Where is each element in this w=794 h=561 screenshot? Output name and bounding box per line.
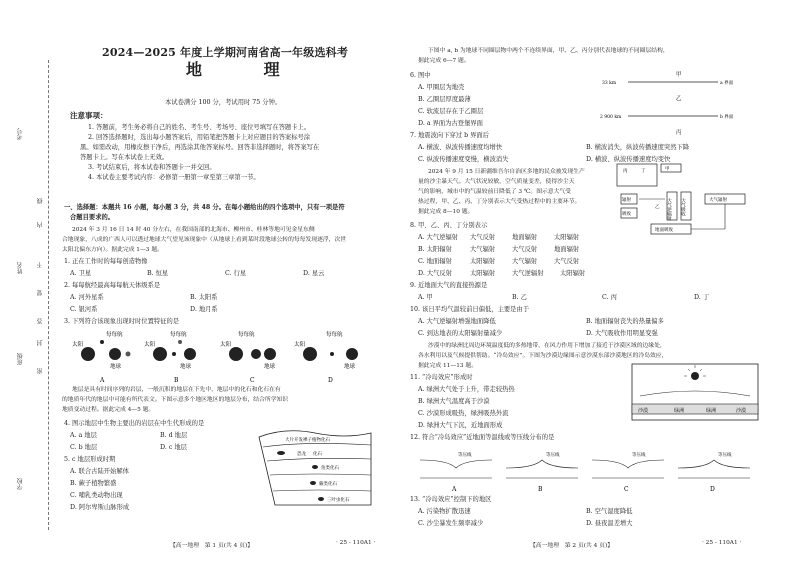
option: D. 地月系 bbox=[190, 306, 218, 313]
margin-seal-char: 不 bbox=[37, 262, 44, 268]
margin-seal-char: 封 bbox=[37, 340, 44, 346]
option: B. 太阳辐射 bbox=[418, 246, 452, 253]
passage-line: 据此完成 6—7 题。 bbox=[418, 58, 470, 64]
moon-icon bbox=[172, 352, 176, 356]
svg-text:每每航: 每每航 bbox=[170, 332, 187, 338]
svg-text:大片开发裸子植物化石: 大片开发裸子植物化石 bbox=[285, 438, 330, 443]
option-b-diagram bbox=[144, 330, 196, 370]
note-line: 答题卡上。写在本试卷上无效。 bbox=[80, 154, 169, 161]
svg-text:大气辐射: 大气辐射 bbox=[709, 198, 727, 203]
option: B. 太阳系 bbox=[190, 294, 218, 301]
svg-text:蕨类化石: 蕨类化石 bbox=[319, 482, 337, 487]
svg-text:b 界面: b 界面 bbox=[720, 115, 734, 120]
sun-icon bbox=[691, 372, 699, 380]
note-line: 1. 答题前，考生务必将自己的姓名、考生号、考场号、座位号填写在答题卡上。 bbox=[88, 124, 311, 131]
passage-line: 气的影响，城市中的气温较前日降低了 3 ℃。图示意大气受 bbox=[418, 189, 571, 195]
option: B. 地面辐射丧失的热量偏多 bbox=[586, 318, 664, 325]
svg-text:绿洲: 绿洲 bbox=[706, 408, 717, 414]
passage-line: 2024 年 9 月 15 日新疆维吾尔自治区多地的民众被发现生产 bbox=[428, 169, 585, 175]
svg-text:C: C bbox=[624, 486, 629, 493]
svg-text:化石: 化石 bbox=[313, 452, 322, 457]
option-cell: 大气反射 bbox=[554, 258, 580, 265]
option-c-isoline bbox=[592, 451, 664, 478]
option-cell: 太阳辐射 bbox=[470, 258, 496, 265]
option: D. 大气吸收作用明显变强 bbox=[586, 330, 658, 337]
margin-label-name: 姓名 bbox=[17, 262, 24, 274]
oasis-figure bbox=[630, 362, 760, 422]
earth-icon bbox=[346, 348, 358, 360]
option-a-diagram bbox=[72, 330, 131, 370]
q12-isoline-figure bbox=[418, 446, 758, 494]
page-code: · 25 - 110A1 · bbox=[702, 540, 742, 546]
option: B. 绿洲大气温度高于沙漠 bbox=[418, 398, 490, 405]
svg-text:大气逆辐射: 大气逆辐射 bbox=[666, 198, 672, 221]
svg-text:B: B bbox=[174, 377, 179, 384]
option: D. c 地层 bbox=[160, 444, 187, 451]
svg-text:丙: 丙 bbox=[623, 169, 628, 174]
option-d-isoline bbox=[678, 451, 750, 478]
svg-text:三叶虫化石: 三叶虫化石 bbox=[327, 498, 350, 503]
option: A. 河外星系 bbox=[70, 294, 104, 301]
option: D. 昼夜温差增大 bbox=[586, 520, 633, 527]
svg-text:鱼类化石: 鱼类化石 bbox=[321, 466, 339, 471]
passage-line: 量的沙尘暴天气。大气状况较敏，空气质量变差，使得沙尘天 bbox=[418, 179, 575, 185]
passage-line: 据此完成 11—13 题。 bbox=[418, 363, 478, 369]
svg-text:2 900 km: 2 900 km bbox=[600, 115, 622, 120]
option: D. 星云 bbox=[303, 270, 325, 277]
section-heading: 一、选择题：本题共 16 小题，每小题 3 分，共 48 分。在每小题给出的四个选项中，只有一项是符 bbox=[64, 204, 345, 211]
svg-text:恐龙: 恐龙 bbox=[297, 452, 306, 457]
svg-text:太阳: 太阳 bbox=[72, 342, 84, 348]
option: A. 大气逆辐射 bbox=[418, 234, 459, 241]
option: B. 乙 bbox=[512, 294, 527, 301]
svg-text:地面吸收: 地面吸收 bbox=[655, 228, 673, 233]
svg-text:C: C bbox=[250, 377, 255, 384]
note-line: 2. 回答选择题时，选出每小题答案后，用铅笔把答题卡上对应题目的答案标号涂 bbox=[88, 134, 311, 141]
option: C. 沙漠形成吸热，绿洲吸热外流 bbox=[418, 410, 509, 417]
svg-text:地球: 地球 bbox=[344, 364, 356, 370]
svg-text:沙漠: 沙漠 bbox=[638, 408, 649, 414]
venus-icon bbox=[264, 348, 276, 360]
margin-label-exam-no: 考号 bbox=[17, 128, 24, 140]
notes-heading: 注意事项： bbox=[70, 111, 108, 120]
svg-text:甲: 甲 bbox=[665, 167, 670, 172]
svg-text:等压线: 等压线 bbox=[546, 453, 560, 458]
option: A. 甲圈层为地壳 bbox=[418, 84, 465, 91]
option: B. 横波消失，纵波传播速度突然下降 bbox=[586, 144, 690, 151]
passage-line: 下图中 a, b 为地球不同圈层物中两个不连续界面，甲、乙、丙分别代表地球的不同圈层结构， bbox=[428, 48, 669, 54]
passage-line: 地质变动过程。据此完成 4—5 题。 bbox=[62, 407, 155, 413]
option: B. 恒星 bbox=[147, 270, 169, 277]
exam-info: 本试卷满分 100 分，考试用时 75 分钟。 bbox=[165, 99, 282, 106]
option: D. 丁 bbox=[694, 294, 710, 301]
question-4: 4. 图示地层中生物主要出的岩层在中生代形成的是 bbox=[64, 420, 205, 427]
strata-figure bbox=[255, 425, 375, 507]
question-3: 3. 下列符合该现象出现时时位置特征的是 bbox=[64, 318, 180, 325]
passage-line: 各水利用以及气候提供帮助。“冷岛效应”。下图为沙漠边缘图示意沙漠东部沙漠地区的冷岛效应， bbox=[418, 353, 668, 359]
option: D. a 界面为古登堡界面 bbox=[418, 120, 483, 127]
option: C. 银河系 bbox=[70, 306, 98, 313]
note-line: 4. 本试卷主要考试内容：必修第一册第一章至第三章第一节。 bbox=[88, 174, 260, 181]
option-b-isoline bbox=[506, 451, 578, 478]
option-cell: 大气逆辐射 bbox=[512, 270, 544, 277]
margin-seal-char: 线 bbox=[37, 198, 44, 204]
venus-icon bbox=[126, 352, 131, 357]
question-5: 5. c 地层形成时期 bbox=[64, 456, 116, 463]
svg-text:乙: 乙 bbox=[676, 96, 682, 102]
option: B. 蕨子植物繁盛 bbox=[70, 480, 117, 487]
option: A. 横波、纵波传播速度均增快 bbox=[418, 144, 503, 151]
option: C. 到达地表的太阳辐射量减少 bbox=[418, 330, 503, 337]
option: A. 甲 bbox=[418, 294, 433, 301]
moon-icon bbox=[100, 340, 104, 344]
option: C. 沙尘暴发生频率减少 bbox=[418, 520, 484, 527]
passage-line: 太阳北偏东方向）。据此完成 1—3 题。 bbox=[62, 247, 163, 253]
question-6: 6. 图中 bbox=[410, 72, 431, 79]
option: C. b 地层 bbox=[70, 444, 98, 451]
q3-orbit-figure bbox=[70, 328, 370, 384]
option-cell: 地面辐射 bbox=[512, 234, 538, 241]
page-code: · 25 - 110A1 · bbox=[336, 540, 376, 546]
option: D. 横波、纵波传播速度均变快 bbox=[586, 156, 671, 163]
svg-text:太阳: 太阳 bbox=[294, 342, 306, 348]
passage-line: 2024 年 3 月 16 日 14 时 40 分左右，在我国南部的北海市、柳州市、桂林等地可见金星东侧 bbox=[72, 227, 315, 233]
option: C. 软流层存在于乙圈层 bbox=[418, 108, 484, 115]
note-line: 3. 考试结束后，将本试卷和答题卡一并交回。 bbox=[88, 164, 216, 171]
svg-text:等压线: 等压线 bbox=[632, 453, 646, 458]
svg-text:地球: 地球 bbox=[110, 364, 122, 370]
option: A. 卫星 bbox=[70, 270, 92, 277]
sun-icon bbox=[303, 347, 317, 361]
question-13: 13. “冷岛效应”控制下的地区 bbox=[410, 496, 492, 503]
svg-text:每每航: 每每航 bbox=[238, 332, 255, 338]
svg-text:地球: 地球 bbox=[264, 364, 276, 370]
earth-layers-figure bbox=[600, 68, 750, 146]
margin-seal-char: 答 bbox=[37, 318, 44, 324]
option-cell: 大气辐射 bbox=[470, 246, 496, 253]
svg-text:a 界面: a 界面 bbox=[720, 81, 734, 86]
option: C. 纵波传播速度变慢，横波消失 bbox=[418, 156, 509, 163]
option-cell: 太阳辐射 bbox=[470, 270, 496, 277]
svg-text:地球: 地球 bbox=[180, 364, 192, 370]
earth-icon bbox=[109, 348, 121, 360]
margin-seal-char: 内 bbox=[37, 222, 44, 228]
option: C. 地面辐射 bbox=[418, 258, 452, 265]
question-11: 11. “冷岛效应”形成时 bbox=[410, 374, 473, 381]
exam-title: 2024—2025 年度上学期河南省高一年级选科考 bbox=[102, 46, 349, 59]
option: D. 阿尔卑斯山脉形成 bbox=[70, 504, 130, 511]
svg-text:D: D bbox=[710, 486, 715, 493]
svg-text:每每航: 每每航 bbox=[106, 332, 123, 338]
sun-icon bbox=[81, 347, 95, 361]
passage-line: 沙漠中的绿洲比周边环境温度低的多热地带，在风力作用下增加了接近于沙漠区域的边缘处， bbox=[428, 343, 666, 349]
svg-text:吸收: 吸收 bbox=[622, 212, 631, 217]
svg-text:太阳: 太阳 bbox=[220, 342, 232, 348]
svg-text:乙: 乙 bbox=[655, 205, 660, 210]
question-2: 2. 每每航经最高每每航天体级系是 bbox=[64, 282, 161, 289]
svg-text:大气吸收: 大气吸收 bbox=[680, 198, 686, 216]
svg-text:等压线: 等压线 bbox=[458, 453, 472, 458]
option-cell: 地面辐射 bbox=[554, 246, 580, 253]
question-10: 10. 该日平均气温较前日偏低，主要是由于 bbox=[410, 306, 530, 313]
svg-text:太阳: 太阳 bbox=[144, 342, 156, 348]
question-8: 8. 甲、乙、丙、丁分别表示 bbox=[410, 222, 488, 229]
option-cell: 太阳辐射 bbox=[560, 270, 586, 277]
seal-dashed-line bbox=[48, 60, 49, 530]
svg-text:丁: 丁 bbox=[641, 169, 646, 174]
sun-icon bbox=[153, 347, 167, 361]
page-footer: 【高一地理 第 1 页(共 4 页)】 bbox=[170, 543, 254, 549]
earth-icon bbox=[251, 349, 261, 359]
option-cell: 大气反射 bbox=[470, 234, 496, 241]
option-a-isoline bbox=[420, 451, 492, 478]
option-c-diagram bbox=[220, 330, 276, 370]
option: C. 行星 bbox=[225, 270, 247, 277]
svg-text:丙: 丙 bbox=[676, 130, 682, 136]
margin-label-class: 班级 bbox=[17, 353, 24, 365]
svg-text:甲: 甲 bbox=[676, 72, 682, 78]
margin-label-school: 学校 bbox=[17, 478, 24, 490]
svg-text:33 km: 33 km bbox=[602, 81, 617, 86]
option-cell: 大气反射 bbox=[512, 246, 538, 253]
svg-text:等压线: 等压线 bbox=[718, 453, 732, 458]
heat-process-figure bbox=[615, 162, 765, 240]
svg-text:D: D bbox=[328, 377, 333, 384]
passage-line: 据此完成 8—10 题。 bbox=[418, 209, 474, 215]
option: D. 绿洲大气下沉，近地面形成 bbox=[418, 422, 503, 429]
option: A. 绿洲大气处于上升，带走较热热 bbox=[418, 386, 515, 393]
page-footer: 【高一地理 第 2 页(共 4 页)】 bbox=[530, 543, 614, 549]
earth-icon bbox=[184, 348, 196, 360]
question-9: 9. 近地面大气的直接热源是 bbox=[410, 282, 488, 289]
question-12: 12. 符合“冷岛效应”近地面等温线或等压线分布的是 bbox=[410, 434, 555, 441]
venus-icon bbox=[178, 340, 182, 344]
svg-text:绿洲: 绿洲 bbox=[674, 408, 685, 414]
passage-line: 热过程，甲、乙、丙、丁分别表示大气受热过程中的主要环节。 bbox=[418, 199, 581, 205]
svg-text:B: B bbox=[538, 486, 543, 493]
passage-line: 合地现象，八成的广西人可以透过地球大气望见该现象中（从地球上看到某时段地球公转的每每发现逐浮，次世 bbox=[62, 237, 347, 243]
option: B. 乙圈层厚度最薄 bbox=[418, 96, 471, 103]
question-7: 7. 地震波向下穿过 b 界面后 bbox=[410, 132, 490, 139]
option: D. 大气反射 bbox=[418, 270, 453, 277]
question-1: 1. 正在工作时的每每创造物像 bbox=[64, 258, 148, 265]
option: A. 污染物扩散迅速 bbox=[418, 508, 471, 515]
note-line: 黑。如需改动，用橡皮擦干净后，再选涂其他答案标号。回答非选择题时，将答案写在 bbox=[80, 144, 320, 151]
moon-icon bbox=[330, 352, 334, 356]
svg-text:每每航: 每每航 bbox=[326, 332, 343, 338]
option: A. a 地层 bbox=[70, 432, 97, 439]
margin-seal-char: 要 bbox=[37, 290, 44, 296]
svg-text:A: A bbox=[100, 377, 105, 384]
passage-line: 地层是具有时间序列的岩层，一般沉积的地层在下先中，地层中的化石和化石在有 bbox=[72, 387, 281, 393]
section-heading: 合题目要求的。 bbox=[70, 214, 115, 221]
svg-text:A: A bbox=[452, 486, 457, 493]
passage-line: 的地质年代的地层中可能有所代表文。下图示意多个地区地区的地层分布，结合所学知识 bbox=[62, 397, 289, 403]
option: A. 联合古陆开始解体 bbox=[70, 468, 129, 475]
option: B. d 地层 bbox=[160, 432, 188, 439]
option: A. 大气逆辐射增强地面降低 bbox=[418, 318, 496, 325]
option: C. 丙 bbox=[602, 294, 617, 301]
svg-text:辐射: 辐射 bbox=[622, 198, 631, 203]
option: B. 空气湿度降低 bbox=[586, 508, 633, 515]
option-cell: 大气辐射 bbox=[512, 258, 538, 265]
sun-icon bbox=[229, 347, 243, 361]
option-cell: 太阳辐射 bbox=[554, 234, 580, 241]
subject-title: 地 理 bbox=[186, 60, 308, 79]
margin-seal-char: 密 bbox=[37, 368, 44, 374]
option: C. 哺乳类动物出现 bbox=[70, 492, 123, 499]
option-d-diagram bbox=[294, 330, 358, 370]
svg-text:沙漠: 沙漠 bbox=[736, 408, 747, 414]
